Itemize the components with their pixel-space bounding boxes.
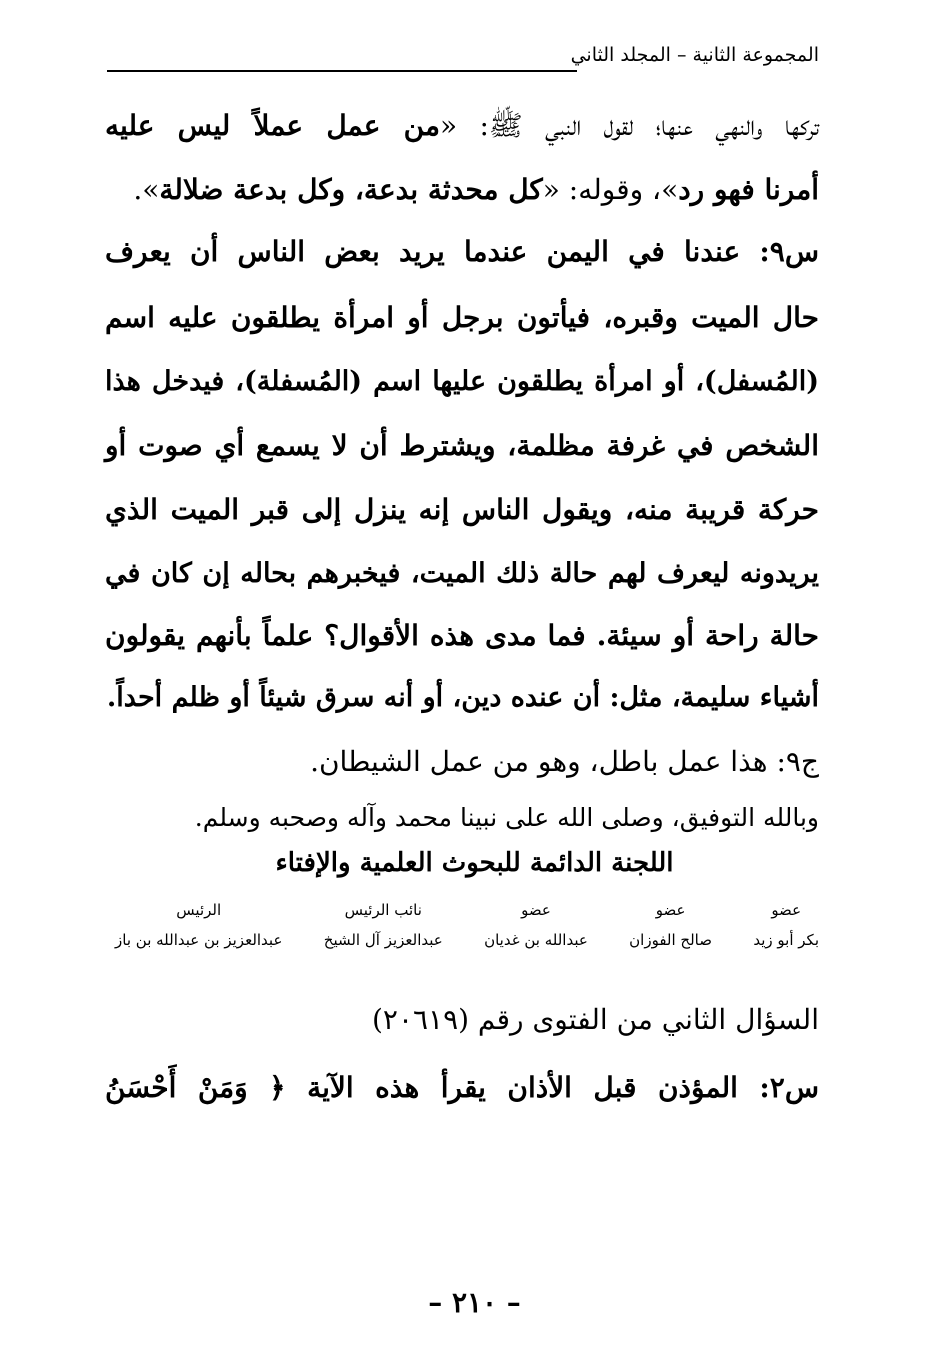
member-3 [484, 895, 588, 975]
hadith-quote-1-end: أمرنا فهو رد [678, 173, 819, 206]
member-role: عضو [655, 901, 686, 919]
running-header: المجموعة الثانية – المجلد الثاني [570, 44, 819, 66]
body-line-2-text: »، وقوله: « [542, 173, 679, 206]
member-role: عضو [521, 901, 551, 919]
hadith-quote-1: من عمل عملاً ليس عليه [105, 109, 440, 142]
fatwa-heading: السؤال الثاني من الفتوى رقم (٢٠٦١٩) [371, 1003, 819, 1036]
member-role: عضو [771, 901, 802, 919]
member-2 [629, 895, 712, 975]
question-2: س٢: المؤذن قبل الأذان يقرأ هذه الآية ﴿ وَمَنْ أَحْسَنُ [105, 1071, 819, 1104]
question-9-line-7: حالة راحة أو سيئة. فما مدى هذه الأقوال؟ علماً بأنهم يقولون [105, 619, 819, 652]
header-rule [107, 70, 577, 72]
body-line-1-text: تركها والنهي عنها؛ لقول النبي ﷺ: « [439, 109, 819, 142]
member-5 [115, 895, 282, 975]
question-9-line-1: س٩: عندنا في اليمن عندما يريد بعض الناس أن يعرف [105, 235, 819, 268]
body-line-1 [105, 106, 819, 146]
question-9-line-6: يريدونه ليعرف لهم حالة ذلك الميت، فيخبرهم بحاله إن كان في [105, 558, 819, 589]
question-9-line-2: حال الميت وقبره، فيأتون برجل أو امرأة يطلقون عليه اسم [105, 301, 819, 334]
body-line-2 [105, 170, 819, 210]
member-name: بكر أبو زيد [753, 931, 819, 949]
member-1 [753, 895, 819, 975]
member-role: الرئيس [176, 901, 222, 919]
question-9-line-3: (المُسفل)، أو امرأة يطلقون عليها اسم (المُسفلة)، فيدخل هذا [105, 366, 819, 397]
answer-9: ج٩: هذا عمل باطل، وهو من عمل الشيطان. [310, 745, 819, 778]
member-name: عبدالله بن غديان [484, 931, 588, 949]
page-number: – ٢١٠ – [428, 1286, 521, 1319]
committee-title: اللجنة الدائمة للبحوث العلمية والإفتاء [275, 848, 674, 878]
hadith-quote-2: كل محدثة بدعة، وكل بدعة ضلالة [159, 173, 543, 206]
question-9-line-5: حركة قريبة منه، ويقول الناس إنه ينزل إلى قبر الميت الذي [105, 493, 819, 526]
committee-members [115, 895, 819, 975]
question-9-line-8: أشياء سليمة، مثل: أن عنده دين، أو أنه سرق شيئاً أو ظلم أحداً. [106, 682, 819, 713]
member-4 [324, 895, 443, 975]
member-role: نائب الرئيس [344, 901, 422, 919]
member-name: عبدالعزيز آل الشيخ [323, 931, 443, 949]
question-9-line-4: الشخص في غرفة مظلمة، ويشترط أن لا يسمع أي صوت أو [105, 429, 819, 462]
member-name: عبدالعزيز بن عبدالله بن باز [115, 931, 283, 949]
member-name: صالح الفوزان [629, 931, 712, 949]
body-line-2-close: ». [133, 173, 160, 206]
closing-line: وبالله التوفيق، وصلى الله على نبينا محمد وآله وصحبه وسلم. [194, 803, 819, 832]
